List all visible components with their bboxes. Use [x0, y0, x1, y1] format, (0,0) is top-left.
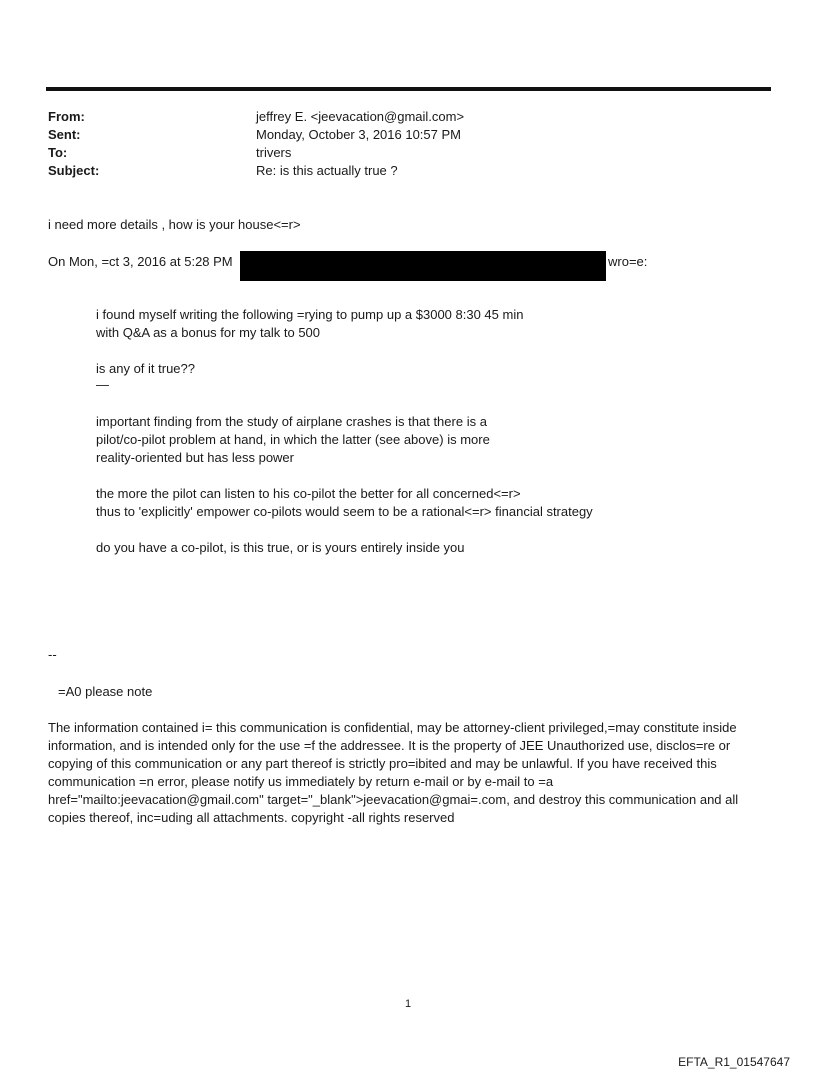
from-row	[48, 108, 768, 126]
subject-row	[48, 162, 768, 180]
attribution-prefix: On Mon, =ct 3, 2016 at 5:28 PM	[48, 254, 233, 269]
quoted-line: reality-oriented but has less power	[96, 450, 294, 465]
quoted-line: the more the pilot can listen to his co-pilot the better for all concerned<=r>	[96, 486, 521, 501]
confidentiality-disclaimer: The information contained i= this communication is confidential, may be attorney-client privileged,=may constitute inside information, and is intended only for the use =f the addressee. It is the property of JEE Unauthorized use, disclos=re or copying of this communication or any part thereof is strictly pro=ibited and may be unlawful. If you have received this communication =n error, please notify us immediately by return e-mail or by e-mail to =a href="mailto:jeevacation@gmail.com" target="_blank">jeevacation@gmai=.com, and destroy this communication and all copies thereof, inc=uding all attachments. copyright -all rights reserved	[48, 720, 739, 825]
document-id: EFTA_R1_01547647	[678, 1055, 790, 1069]
redaction-bar	[240, 251, 606, 281]
reply-line: i need more details , how is your house<=r>	[48, 217, 301, 232]
sent-value: Monday, October 3, 2016 10:57 PM	[256, 127, 461, 142]
quoted-line: pilot/co-pilot problem at hand, in which the latter (see above) is more	[96, 432, 490, 447]
subject-value: Re: is this actually true ?	[256, 163, 398, 178]
from-label: From:	[48, 109, 85, 124]
to-label: To:	[48, 145, 68, 160]
to-value: trivers	[256, 145, 292, 160]
subject-label: Subject:	[48, 163, 100, 178]
quoted-line: with Q&A as a bonus for my talk to 500	[96, 325, 321, 340]
signature-separator: --	[48, 647, 57, 662]
quoted-line: —	[96, 377, 109, 392]
quoted-line: i found myself writing the following =rying to pump up a $3000 8:30 45 min	[96, 307, 524, 322]
please-note: =A0 please note	[58, 684, 153, 699]
from-value: jeffrey E. <jeevacation@gmail.com>	[256, 109, 465, 124]
sent-row	[48, 126, 768, 144]
attribution-suffix: wro=e:	[608, 254, 648, 269]
quoted-line: thus to 'explicitly' empower co-pilots would seem to be a rational<=r> financial strategy	[96, 504, 593, 519]
quoted-line: is any of it true??	[96, 361, 195, 376]
page-number: 1	[404, 998, 412, 1010]
quoted-line: important finding from the study of airplane crashes is that there is a	[96, 414, 487, 429]
quoted-line: do you have a co-pilot, is this true, or is yours entirely inside you	[96, 540, 465, 555]
header-rule	[46, 87, 771, 91]
sent-label: Sent:	[48, 127, 81, 142]
to-row	[48, 144, 768, 162]
